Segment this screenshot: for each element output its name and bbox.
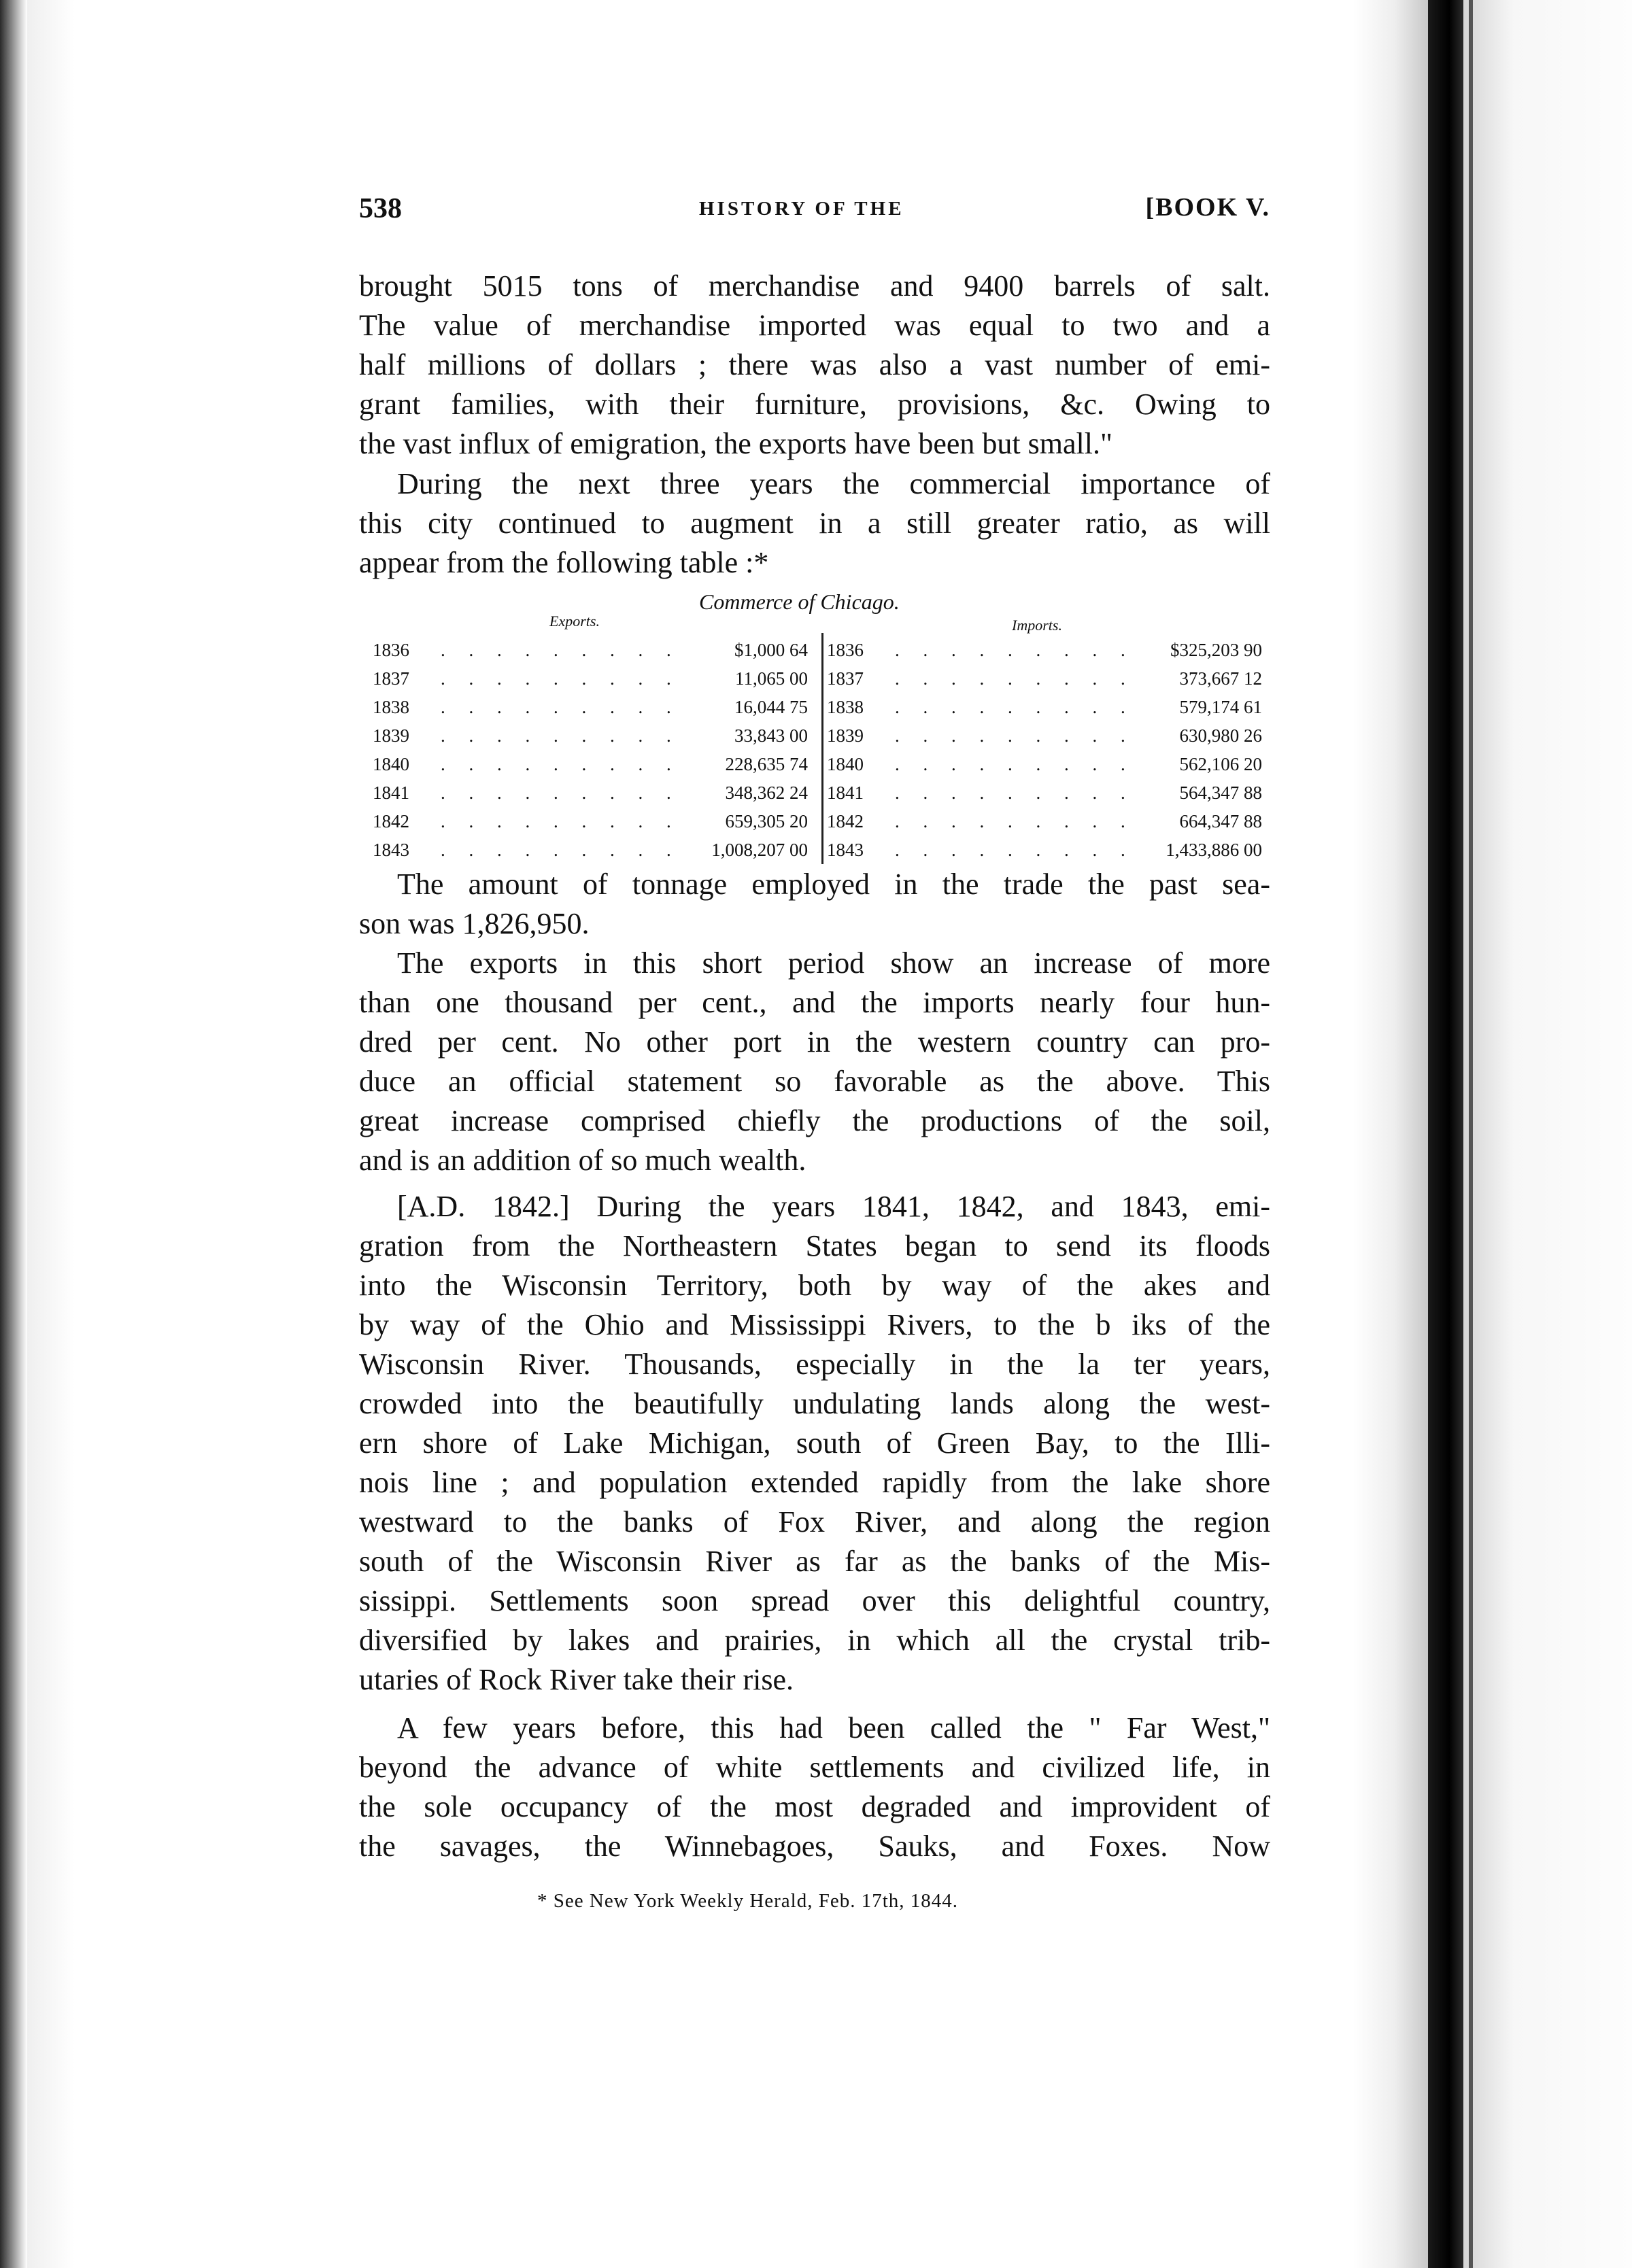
- leader-dots: . . . . . . . . .: [895, 754, 1135, 774]
- page-header: [359, 192, 1270, 233]
- year-cell: 1836: [373, 640, 409, 660]
- table-row: [827, 836, 1262, 864]
- text-line: by way of the Ohio and Mississippi Rivers, to the b iks of the: [359, 1308, 1270, 1341]
- table-row: [373, 664, 808, 693]
- amount-cell: 33,843 00: [734, 725, 808, 746]
- year-cell: 1840: [827, 754, 864, 774]
- table-row: [827, 664, 1262, 693]
- text-line: the vast influx of emigration, the exports have been but small.": [359, 427, 1112, 460]
- leader-dots: . . . . . . . . .: [441, 668, 681, 689]
- table-row: [373, 836, 808, 864]
- leader-dots: . . . . . . . . .: [895, 840, 1135, 860]
- table-row: [373, 807, 808, 836]
- table-row: [827, 807, 1262, 836]
- leader-dots: . . . . . . . . .: [441, 725, 681, 746]
- imports-column: [827, 636, 1262, 864]
- amount-cell: $325,203 90: [1170, 640, 1262, 660]
- scan-left-edge: [0, 0, 27, 2268]
- year-cell: 1836: [827, 640, 864, 660]
- paragraph-4: [359, 944, 1270, 1180]
- year-cell: 1837: [827, 668, 864, 689]
- leader-dots: . . . . . . . . .: [441, 840, 681, 860]
- text-line: The value of merchandise imported was equal to two and a: [359, 309, 1270, 342]
- paragraph-2: [359, 464, 1270, 583]
- table-title: Commerce of Chicago.: [699, 589, 900, 614]
- text-line: the savages, the Winnebagoes, Sauks, and Foxes. Now: [359, 1829, 1270, 1863]
- amount-cell: 1,008,207 00: [711, 840, 808, 860]
- leader-dots: . . . . . . . . .: [441, 697, 681, 717]
- text-line: son was 1,826,950.: [359, 907, 590, 940]
- text-line: grant families, with their furniture, provisions, &c. Owing to: [359, 388, 1270, 421]
- book-spine: [1428, 0, 1463, 2268]
- text-line: utaries of Rock River take their rise.: [359, 1663, 794, 1696]
- paragraph-1: [359, 267, 1270, 464]
- text-line: this city continued to augment in a still greater ratio, as will: [359, 506, 1270, 540]
- page-number: 538: [359, 193, 402, 224]
- year-cell: 1841: [827, 783, 864, 803]
- commerce-table: [373, 589, 1262, 868]
- paragraph-5: [359, 1187, 1270, 1700]
- text-line: half millions of dollars ; there was also a vast number of emi-: [359, 348, 1270, 381]
- imports-column-header: Imports.: [1012, 617, 1062, 634]
- paragraph-3: [359, 865, 1270, 944]
- year-cell: 1837: [373, 668, 409, 689]
- leader-dots: . . . . . . . . .: [441, 811, 681, 831]
- text-line: than one thousand per cent., and the imports nearly four hun-: [359, 986, 1270, 1019]
- text-line: sissippi. Settlements soon spread over this delightful country,: [359, 1584, 1270, 1617]
- year-cell: 1842: [827, 811, 864, 831]
- year-cell: 1839: [373, 725, 409, 746]
- text-line: westward to the banks of Fox River, and along the region: [359, 1505, 1270, 1539]
- amount-cell: 562,106 20: [1179, 754, 1262, 774]
- leader-dots: . . . . . . . . .: [895, 725, 1135, 746]
- amount-cell: 630,980 26: [1179, 725, 1262, 746]
- table-row: [373, 721, 808, 750]
- text-line: Wisconsin River. Thousands, especially in the la ter years,: [359, 1347, 1270, 1381]
- year-cell: 1838: [373, 697, 409, 717]
- amount-cell: 1,433,886 00: [1166, 840, 1262, 860]
- table-row: [827, 750, 1262, 778]
- text-line: duce an official statement so favorable as the above. This: [359, 1065, 1270, 1098]
- facing-page: [1463, 0, 1632, 2268]
- leader-dots: . . . . . . . . .: [441, 640, 681, 660]
- amount-cell: 373,667 12: [1179, 668, 1262, 689]
- leader-dots: . . . . . . . . .: [441, 783, 681, 803]
- leader-dots: . . . . . . . . .: [895, 640, 1135, 660]
- table-row: [373, 636, 808, 664]
- text-line: brought 5015 tons of merchandise and 9400 barrels of salt.: [359, 269, 1270, 303]
- year-cell: 1840: [373, 754, 409, 774]
- amount-cell: 16,044 75: [734, 697, 808, 717]
- text-line: appear from the following table :*: [359, 546, 769, 579]
- year-cell: 1839: [827, 725, 864, 746]
- text-line: ern shore of Lake Michigan, south of Green Bay, to the Illi-: [359, 1426, 1270, 1460]
- amount-cell: 228,635 74: [725, 754, 808, 774]
- year-cell: 1843: [827, 840, 864, 860]
- text-line: [A.D. 1842.] During the years 1841, 1842, and 1843, emi-: [397, 1190, 1270, 1223]
- text-line: great increase comprised chiefly the productions of the soil,: [359, 1104, 1270, 1137]
- table-row: [827, 636, 1262, 664]
- page-gutter-shadow: [1353, 0, 1428, 2268]
- facing-page-edge: [1469, 0, 1473, 2268]
- table-row: [827, 721, 1262, 750]
- scan-left-margin: [27, 0, 75, 2268]
- table-row: [373, 778, 808, 807]
- text-line: gration from the Northeastern States began to send its floods: [359, 1229, 1270, 1262]
- year-cell: 1843: [373, 840, 409, 860]
- year-cell: 1842: [373, 811, 409, 831]
- text-line: crowded into the beautifully undulating lands along the west-: [359, 1387, 1270, 1420]
- text-line: diversified by lakes and prairies, in which all the crystal trib-: [359, 1623, 1270, 1657]
- leader-dots: . . . . . . . . .: [895, 811, 1135, 831]
- year-cell: 1841: [373, 783, 409, 803]
- amount-cell: 348,362 24: [725, 783, 808, 803]
- text-line: During the next three years the commercial importance of: [397, 467, 1270, 500]
- footnote: * See New York Weekly Herald, Feb. 17th, 1844.: [537, 1890, 959, 1912]
- table-row: [373, 693, 808, 721]
- text-line: south of the Wisconsin River as far as the banks of the Mis-: [359, 1545, 1270, 1578]
- text-line: A few years before, this had been called the " Far West,": [397, 1711, 1270, 1745]
- leader-dots: . . . . . . . . .: [895, 697, 1135, 717]
- table-row: [827, 693, 1262, 721]
- running-head: HISTORY OF THE: [699, 198, 904, 220]
- table-row: [373, 750, 808, 778]
- paragraph-6: [359, 1708, 1270, 1866]
- text-line: and is an addition of so much wealth.: [359, 1144, 806, 1177]
- text-line: beyond the advance of white settlements and civilized life, in: [359, 1751, 1270, 1784]
- amount-cell: $1,000 64: [734, 640, 808, 660]
- text-line: into the Wisconsin Territory, both by way of the akes and: [359, 1269, 1270, 1302]
- amount-cell: 664,347 88: [1179, 811, 1262, 831]
- table-divider: [821, 633, 823, 864]
- text-line: nois line ; and population extended rapidly from the lake shore: [359, 1466, 1270, 1499]
- leader-dots: . . . . . . . . .: [895, 783, 1135, 803]
- text-line: The exports in this short period show an increase of more: [397, 946, 1270, 980]
- leader-dots: . . . . . . . . .: [441, 754, 681, 774]
- leader-dots: . . . . . . . . .: [895, 668, 1135, 689]
- text-line: the sole occupancy of the most degraded and improvident of: [359, 1790, 1270, 1823]
- amount-cell: 579,174 61: [1179, 697, 1262, 717]
- book-reference: [BOOK V.: [1145, 193, 1270, 222]
- amount-cell: 659,305 20: [725, 811, 808, 831]
- amount-cell: 564,347 88: [1179, 783, 1262, 803]
- table-row: [827, 778, 1262, 807]
- exports-column: [373, 636, 808, 864]
- text-line: dred per cent. No other port in the western country can pro-: [359, 1025, 1270, 1059]
- exports-column-header: Exports.: [549, 613, 600, 630]
- amount-cell: 11,065 00: [735, 668, 808, 689]
- text-line: The amount of tonnage employed in the trade the past sea-: [397, 867, 1270, 901]
- year-cell: 1838: [827, 697, 864, 717]
